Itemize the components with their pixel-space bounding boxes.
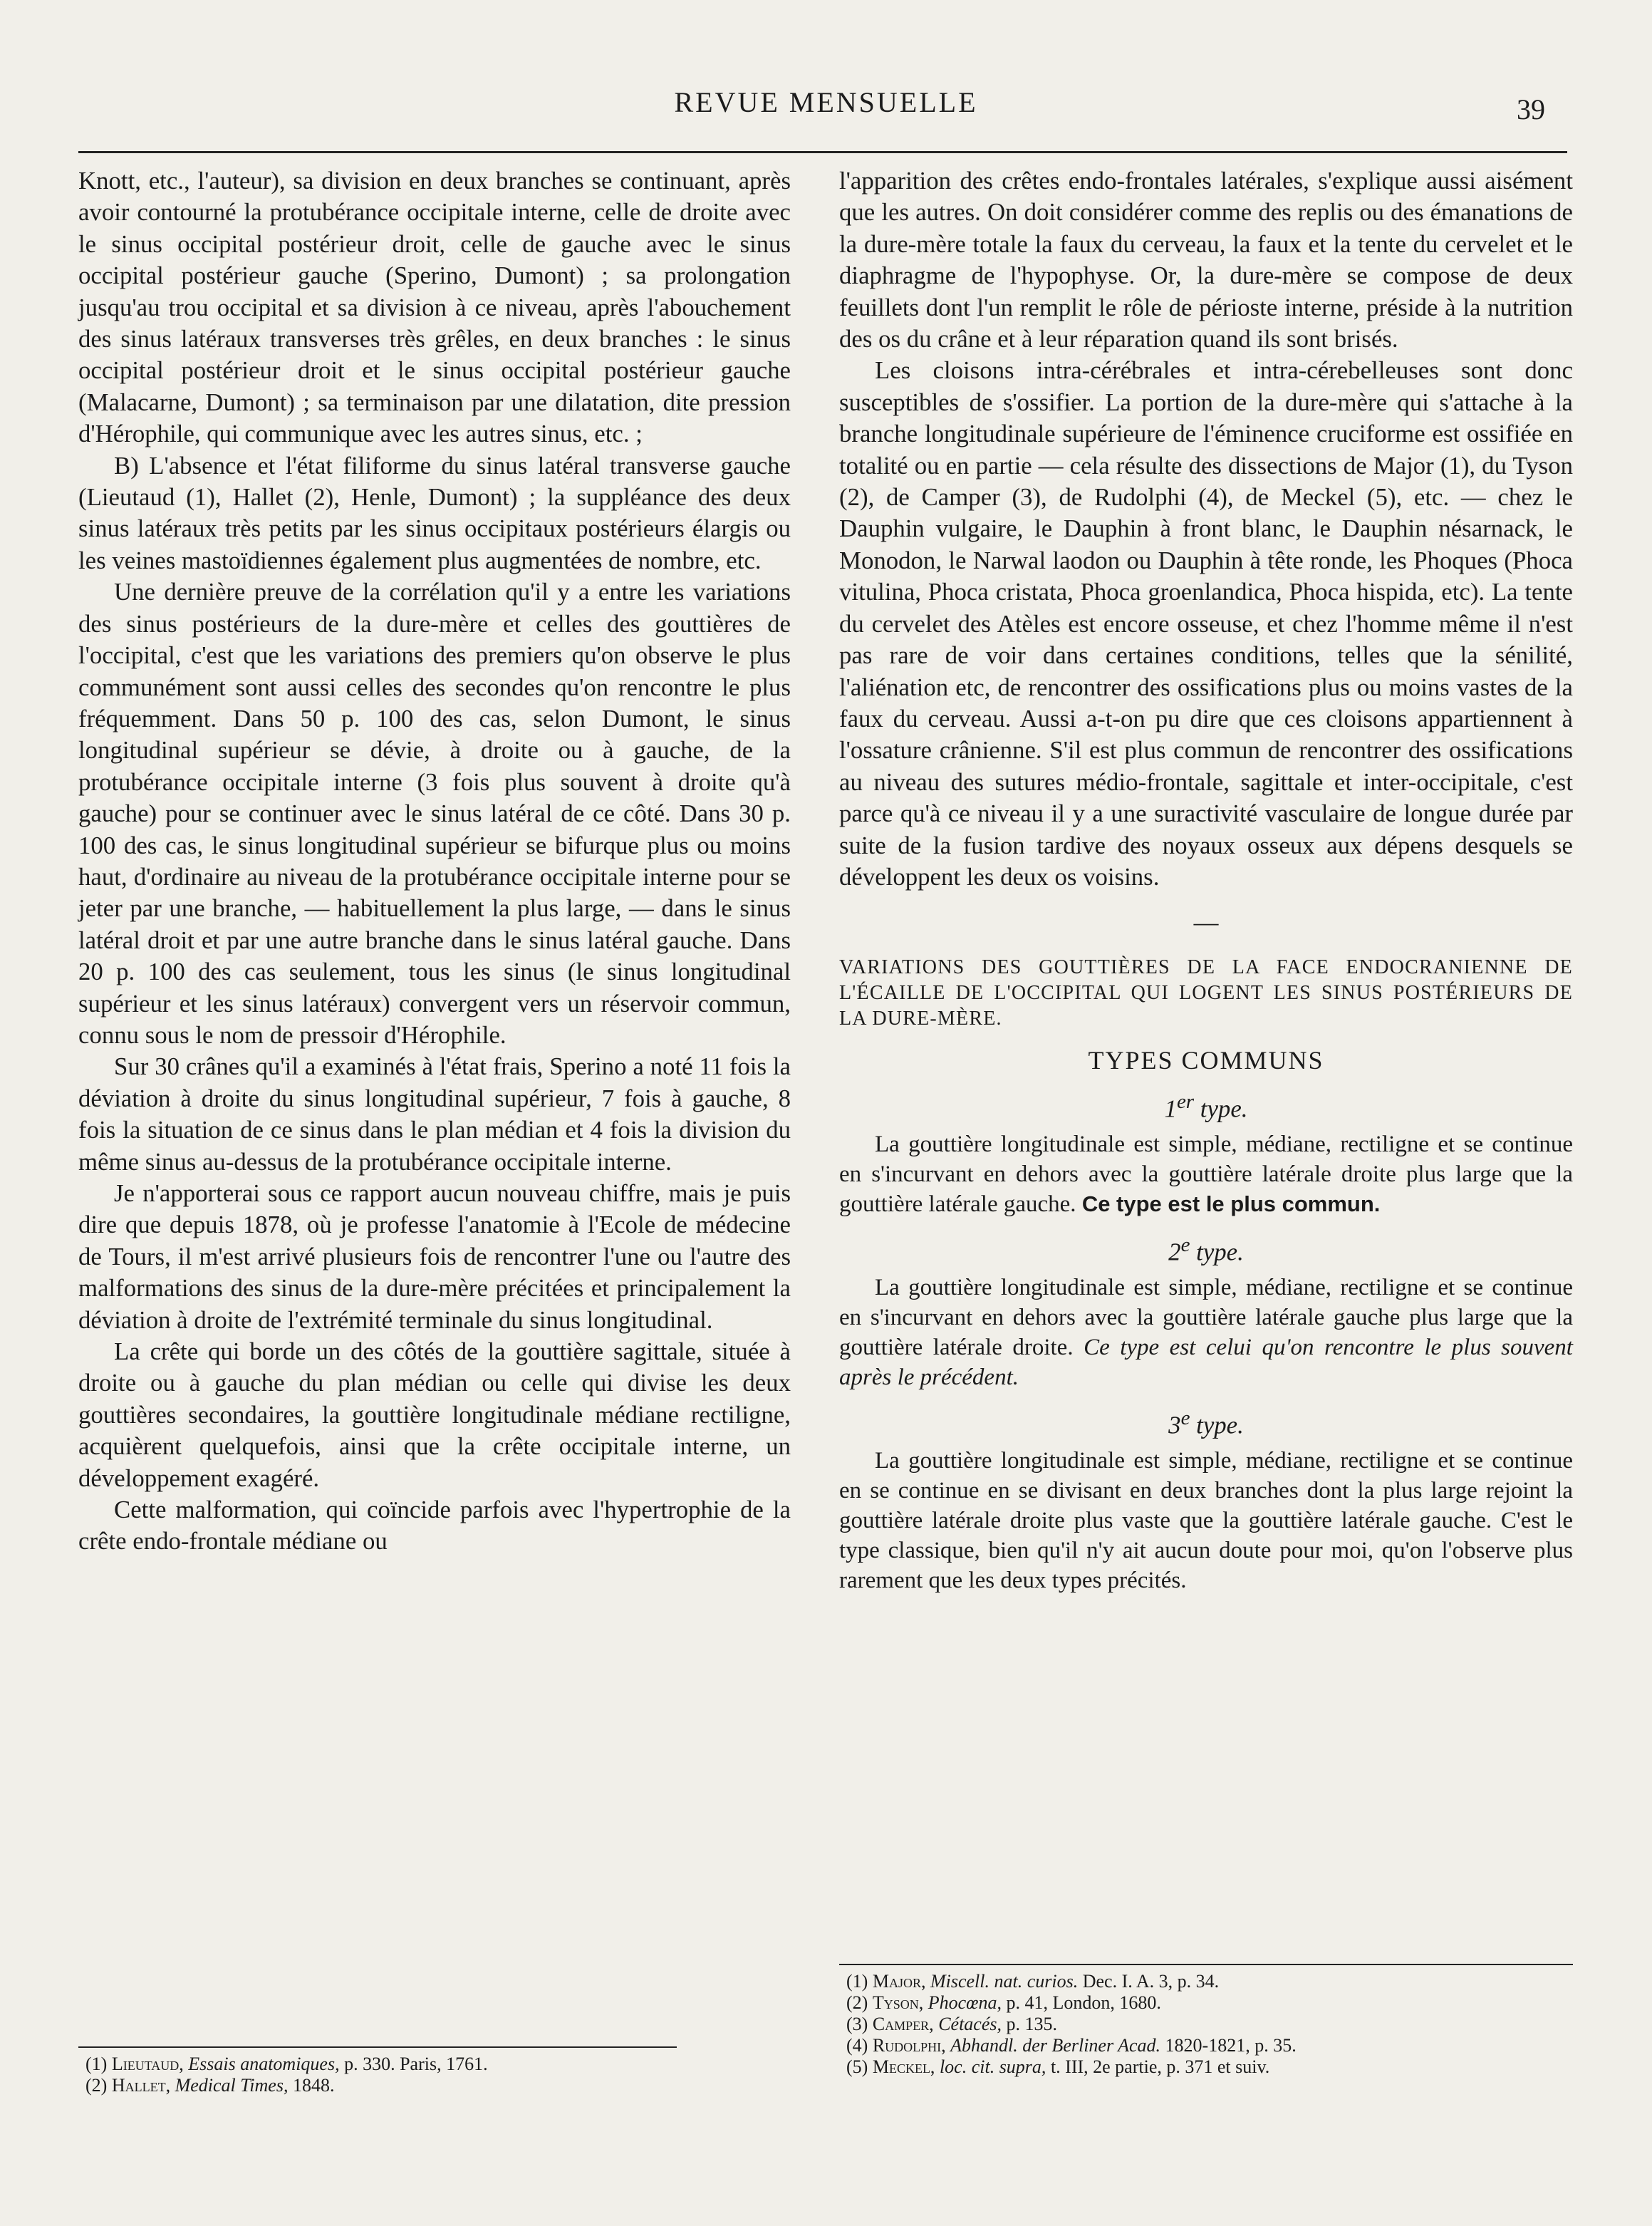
- type-description: La gouttière longitudinale est simple, médiane, rectiligne et se continue en s'incurvant en dehors avec la gouttière latérale gauche plus large que la gouttière latérale droite. Ce type est celui qu'on rencontre le plus souvent après le précédent.: [839, 1275, 1573, 1391]
- footnote-number: (1): [85, 2054, 108, 2074]
- type-heading: 1er type.: [1164, 1090, 1248, 1123]
- page-number: 39: [1517, 93, 1545, 125]
- footnote: (5) Meckel, loc. cit. supra, t. III, 2e partie, p. 371 et suiv.: [846, 2056, 1270, 2077]
- paragraph: Knott, etc., l'auteur), sa division en deux branches se continuant, après avoir contourné la protubérance occipitale interne, celle de droite avec le sinus occipital postérieur droit, celle de gauche avec le sinus occipital postérieur gauche (Sperino, Dumont) ; sa prolongation jusqu'au trou occipital et sa division à ce niveau, après l'abouchement des sinus latéraux transverses très grêles, en deux branches : le sinus occipital postérieur droit et le sinus occipital postérieur gauche (Malacarne, Dumont) ; sa terminaison par une dilatation, dite pression d'Hérophile, qui communique avec les autres sinus, etc. ;: [78, 167, 791, 448]
- footnote-rule: [839, 1964, 1573, 1965]
- footnote-rest: 1848.: [292, 2075, 335, 2096]
- paragraph: Je n'apporterai sous ce rapport aucun nouveau chiffre, mais je puis dire que depuis 1878, où je professe l'anatomie à l'Ecole de médecine de Tours, il m'est arrivé plusieurs fois de rencontrer l'une ou l'autre des malformations des sinus de la dure-mère précitées et principalement la déviation à droite de l'extrémité terminale du sinus longitudinal.: [78, 1179, 791, 1334]
- footnote-author: Lieutaud,: [111, 2054, 184, 2074]
- footnote: [78, 2075, 791, 2096]
- paragraph: l'apparition des crêtes endo-frontales latérales, s'explique aussi aisément que les autres. On doit considérer comme des replis ou des émanations de la dure-mère totale la faux du cerveau, la faux et la tente du cervelet et le diaphragme de l'hypophyse. Or, la dure-mère se compose de deux feuillets dont l'un remplit le rôle de périoste interne, préside à la nutrition des os du crâne et à leur réparation quand ils sont brisés.: [839, 167, 1573, 353]
- footnotes-right: [839, 1964, 1573, 2078]
- header-rule: [78, 151, 1567, 153]
- footnote: (2) Tyson, Phocœna, p. 41, London, 1680.: [846, 1992, 1161, 2013]
- type-heading: 2e type.: [1168, 1233, 1244, 1266]
- paragraph: Les cloisons intra-cérébrales et intra-cérebelleuses sont donc susceptibles de s'ossifier. La portion de la dure-mère qui s'attache à la branche longitudinale supérieure de l'éminence cruciforme est ossifiée en totalité ou en partie — cela résulte des dissections de Major (1), du Tyson (2), de Camper (3), de Rudolphi (4), de Meckel (5), etc. — chez le Dauphin vulgaire, le Dauphin à front blanc, le Dauphin nésarnack, le Monodon, le Narwal laodon ou Dauphin à tête ronde, les Phoques (Phoca vitulina, Phoca cristata, Phoca groenlandica, Phoca hispida, etc). La tente du cervelet des Atèles est encore osseuse, et chez l'homme même il n'est pas rare de voir dans certaines conditions, telles que la sénilité, l'aliénation etc, de rencontrer des ossifications plus ou moins vastes de la faux du cerveau. Aussi a-t-on pu dire que ces cloisons appartiennent à l'ossature crânienne. S'il est plus commun de rencontrer des ossifications au niveau des sutures médio-frontale, sagittale et inter-occipitale, c'est parce qu'à ce niveau il y a une suractivité vasculaire de longue durée par suite de la fusion tardive des noyaux osseux aux dépens desquels se développent les deux os voisins.: [839, 356, 1573, 891]
- footnote-title: Essais anatomiques,: [188, 2054, 340, 2074]
- type-heading: 3e type.: [1168, 1407, 1244, 1439]
- footnote-author: Hallet,: [111, 2075, 171, 2096]
- footnote-number: (2): [85, 2075, 108, 2096]
- footnotes-left: [78, 2046, 791, 2096]
- type-emphasis: Ce type est le plus commun.: [1081, 1191, 1381, 1217]
- footnote: (4) Rudolphi, Abhandl. der Berliner Acad. 1820-1821, p. 35.: [846, 2035, 1297, 2056]
- footnote-title: Medical Times,: [175, 2075, 289, 2096]
- separator: —: [1193, 908, 1219, 937]
- footnote: (1) Major, Miscell. nat. curios. Dec. I. A. 3, p. 34.: [846, 1971, 1220, 1992]
- types-heading: TYPES COMMUNS: [1088, 1045, 1324, 1075]
- footnote: [78, 2054, 791, 2075]
- type-description: La gouttière longitudinale est simple, médiane, rectiligne et se continue en s'incurvant en dehors avec la gouttière latérale droite plus large que la gouttière latérale gauche. Ce type est le plus commun.: [839, 1132, 1573, 1218]
- type-emphasis: Ce type est celui qu'on rencontre le plus souvent après le précédent.: [839, 1335, 1573, 1391]
- journal-title: REVUE MENSUELLE: [674, 86, 978, 118]
- footnote: (3) Camper, Cétacés, p. 135.: [846, 2014, 1057, 2034]
- paragraph: Une dernière preuve de la corrélation qu'il y a entre les variations des sinus postérieurs de la dure-mère et celles des gouttières de l'occipital, c'est que les variations des premiers qu'on observe le plus communément sont aussi celles des secondes qu'on rencontre le plus fréquemment. Dans 50 p. 100 des cas, selon Dumont, le sinus longitudinal supérieur se dévie, à droite ou à gauche, de la protubérance occipitale interne (3 fois plus souvent à droite qu'à gauche) pour se continuer avec le sinus latéral de ce côté. Dans 30 p. 100 des cas, le sinus longitudinal supérieur se bifurque plus ou moins haut, d'ordinaire au niveau de la protubérance occipitale interne pour se jeter par une branche, — habituellement la plus large, — dans le sinus latéral droit et par une autre branche dans le sinus latéral gauche. Dans 20 p. 100 des cas seulement, tous les sinus (le sinus longitudinal supérieur et les sinus latéraux) convergent vers un réservoir commun, connu sous le nom de pressoir d'Hérophile.: [78, 578, 791, 1049]
- left-column: [78, 165, 791, 1558]
- footnote-rest: p. 330. Paris, 1761.: [344, 2054, 488, 2074]
- right-column: [839, 165, 1573, 1595]
- paragraph: B) L'absence et l'état filiforme du sinus latéral transverse gauche (Lieutaud (1), Hallet (2), Henle, Dumont) ; la suppléance des deux sinus latéraux très petits par les sinus occipitaux postérieurs élargis ou les veines mastoïdiennes également plus augmentées de nombre, etc.: [78, 451, 791, 574]
- paragraph: Sur 30 crânes qu'il a examinés à l'état frais, Sperino a noté 11 fois la déviation à droite du sinus longitudinal supérieur, 7 fois à gauche, 8 fois la situation de ce sinus dans le plan médian et 4 fois la division du même sinus au-dessus de la protubérance occipitale interne.: [78, 1052, 791, 1176]
- paragraph: Cette malformation, qui coïncide parfois avec l'hypertrophie de la crête endo-frontale médiane ou: [78, 1496, 791, 1555]
- section-heading: VARIATIONS DES GOUTTIÈRES DE LA FACE ENDOCRANIENNE DE L'ÉCAILLE DE L'OCCIPITAL QUI LOGENT LES SINUS POSTÉRIEURS DE LA DURE-MÈRE.: [839, 956, 1573, 1030]
- footnote-rule: [78, 2046, 677, 2048]
- paragraph: La crête qui borde un des côtés de la gouttière sagittale, située à droite ou à gauche du plan médian ou celle qui divise les deux gouttières secondaires, la gouttière longitudinale médiane rectiligne, acquièrent quelquefois, ainsi que la crête occipitale interne, un développement exagéré.: [78, 1337, 791, 1492]
- type-description: La gouttière longitudinale est simple, médiane, rectiligne et se continue en se continue en se divisant en deux branches dont la plus large rejoint la gouttière latérale droite plus vaste que la gouttière latérale gauche. C'est le type classique, bien qu'il n'y ait aucun doute pour moi, qu'on l'observe plus rarement que les deux types précités.: [839, 1448, 1573, 1594]
